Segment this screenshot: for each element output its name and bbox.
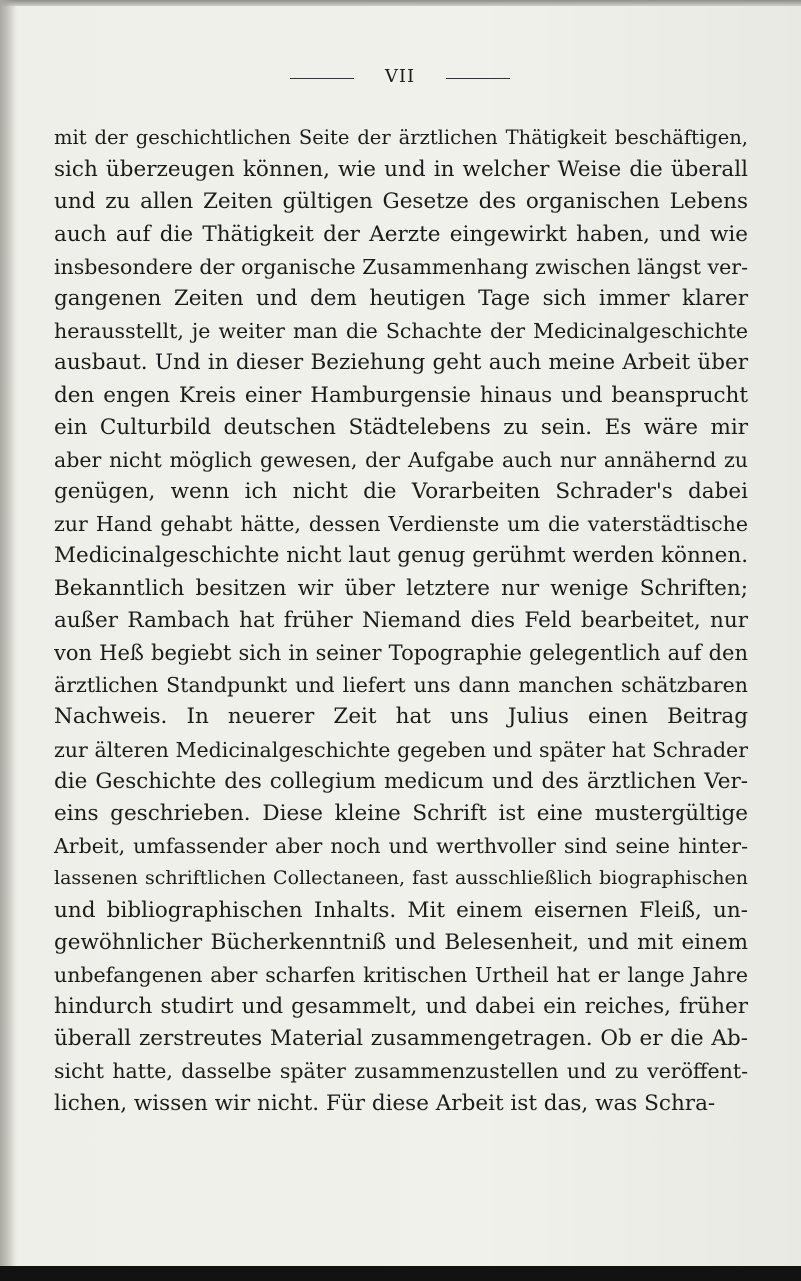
- text-line: Medicinalgeschichte nicht laut genug gerühmt werden können.: [54, 543, 749, 569]
- text-line: genügen, wenn ich nicht die Vorarbeiten Schrader's dabei: [54, 479, 748, 505]
- text-line: zur Hand gehabt hätte, dessen Verdienste um die vaterstädtische: [54, 512, 748, 537]
- page-header: [0, 66, 801, 90]
- header-rule-left: [290, 78, 354, 79]
- text-line: mit der geschichtlichen Seite der ärztlichen Thätigkeit beschäftigen,: [54, 126, 748, 149]
- binding-shadow: [0, 0, 16, 1281]
- text-line: sicht hatte, dasselbe später zusammenzustellen und zu veröffent-: [54, 1059, 748, 1084]
- text-line: lassenen schriftlichen Collectaneen, fast ausschließlich biographischen: [54, 867, 748, 890]
- text-line: Arbeit, umfassender aber noch und werthvoller sind seine hinter-: [54, 834, 748, 859]
- text-line: unbefangenen aber scharfen kritischen Urtheil hat er lange Jahre: [54, 962, 748, 987]
- text-line: und bibliographischen Inhalts. Mit einem eisernen Fleiß, un-: [54, 897, 748, 923]
- text-line: aber nicht möglich gewesen, der Aufgabe auch nur annähernd zu: [54, 447, 748, 472]
- text-line: den engen Kreis einer Hamburgensie hinaus und beansprucht: [54, 382, 748, 408]
- text-line: zur älteren Medicinalgeschichte gegeben und später hat Schrader: [54, 737, 748, 762]
- body-text: [54, 122, 748, 1120]
- text-line: ein Culturbild deutschen Städtelebens zu sein. Es wäre mir: [54, 414, 748, 440]
- text-line: gangenen Zeiten und dem heutigen Tage sich immer klarer: [54, 285, 748, 311]
- text-line: Nachweis. In neuerer Zeit hat uns Julius einen Beitrag: [54, 704, 748, 730]
- text-line: außer Rambach hat früher Niemand dies Feld bearbeitet, nur: [54, 607, 748, 633]
- text-line: überall zerstreutes Material zusammengetragen. Ob er die Ab-: [54, 1026, 748, 1052]
- text-line: die Geschichte des collegium medicum und des ärztlichen Ver-: [54, 768, 748, 794]
- header-rule-right: [446, 78, 510, 79]
- page-top-edge: [0, 0, 801, 6]
- text-line: ausbaut. Und in dieser Beziehung geht auch meine Arbeit über: [54, 350, 748, 376]
- text-line: und zu allen Zeiten gültigen Gesetze des organischen Lebens: [54, 189, 748, 215]
- text-line: gewöhnlicher Bücherkenntniß und Belesenheit, und mit einem: [54, 929, 748, 955]
- text-line: Bekanntlich besitzen wir über letztere nur wenige Schriften;: [54, 575, 748, 601]
- text-line: lichen, wissen wir nicht. Für diese Arbeit ist das, was Schra-: [54, 1090, 716, 1116]
- text-line: insbesondere der organische Zusammenhang zwischen längst ver-: [54, 254, 748, 279]
- page-number: VII: [384, 66, 416, 87]
- text-line: hindurch studirt und gesammelt, und dabei ein reiches, früher: [54, 994, 748, 1020]
- text-line: sich überzeugen können, wie und in welcher Weise die überall: [54, 157, 748, 183]
- text-line: auch auf die Thätigkeit der Aerzte eingewirkt haben, und wie: [54, 221, 748, 247]
- text-line: herausstellt, je weiter man die Schachte der Medicinalgeschichte: [54, 319, 748, 344]
- text-line: von Heß begiebt sich in seiner Topographie gelegentlich auf den: [54, 641, 748, 665]
- text-line: eins geschrieben. Diese kleine Schrift ist eine mustergültige: [54, 800, 748, 826]
- page-bottom-edge: [0, 1266, 801, 1281]
- text-line: ärztlichen Standpunkt und liefert uns dann manchen schätzbaren: [54, 673, 748, 698]
